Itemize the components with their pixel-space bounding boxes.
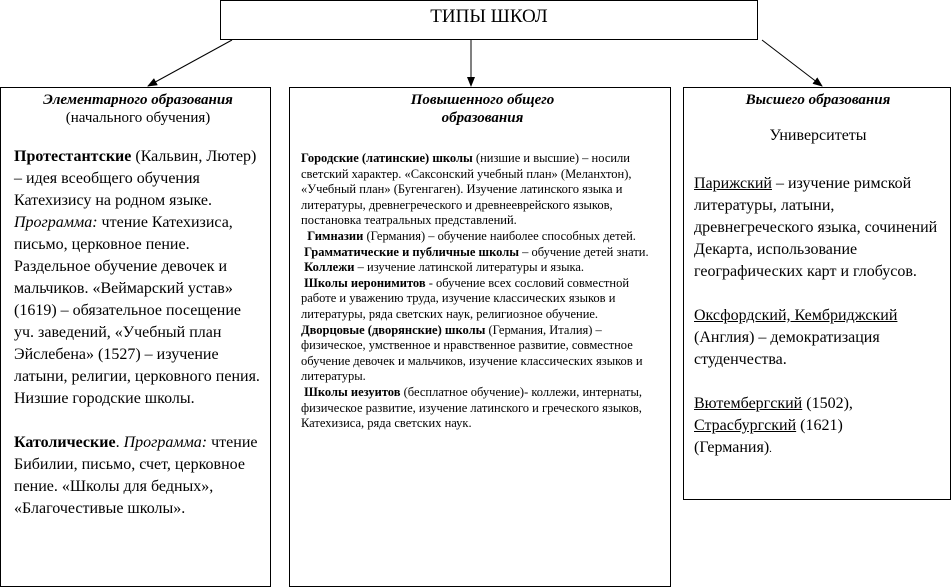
grammar-schools: Грамматические и публичные школы – обучение детей знати. [304,244,649,259]
arrow-to-right [762,40,822,86]
jesuit-schools: Школы иезуитов (бесплатное обучение)- коллежи, интернаты, физическое развитие, изучение латинского и греческого языков, Катехизиса, ряда светских наук. [301,384,643,431]
oxford-cambridge: Оксфордский, Кембриджский (Англия) – демократизация студенчества. [694,307,898,368]
higher-header: Высшего образования [745,92,891,108]
secondary-header: Повышенного общего образования [410,92,555,126]
paris-university: Парижский – изучение римской литературы, латыни, древнегреческого языка, сочинений Декарта, использование географических карт и глобусов. [694,175,938,280]
secondary-education-box [289,87,671,587]
universities-label: Университеты [769,127,867,144]
german-universities: Вютембергский (1502), Страсбургский (1621) (Германия). [694,395,853,456]
city-latin-schools: Городские (латинские) школы (низшие и высшие) – носили светский характер. «Саксонский учебный план» (Меланхтон), «Учебный план» (Бугенгаген). Изучение латинского языка и литературы, древнегреческого и древнееврейского языков, постановка театральных представлений. [301,151,632,228]
arrow-to-left [148,40,232,86]
page-title: ТИПЫ ШКОЛ [430,6,548,27]
elementary-header: Элементарного образования [43,92,233,108]
higher-education-box [683,87,951,500]
hieronymite-schools: Школы иеронимитов - обучение всех сословий совместной работе и уважению труда, изучение классических языков и литературы, ряда светских наук, религиозное обучение. Дворцовые (дворянские) школы (Германия, Италия) – физическое, умственное и нравственное развитие, совместное обучение девочек и мальчиков, изучение классических языков и литературы. [301,275,643,384]
elementary-education-box [0,87,271,587]
title-box [220,0,758,40]
catholic-schools-text: Католические. Программа: чтение Бибилии, письмо, счет, церковное пение. «Школы для бедных», «Благочестивые школы». [14,434,258,517]
protestant-schools-text: Протестантские (Кальвин, Лютер) – идея всеобщего обучения Катехизису на родном языке. Программа: чтение Катехизиса, письмо, церковное пение. Раздельное обучение девочек и мальчиков. «Веймарский устав» (1619) – обязательное посещение уч. заведений, «Учебный план Эйслебена» (1527) – изучение латыни, религии, церковного пения. Низшие городские школы. [14,148,260,407]
colleges: Коллежи – изучение латинской литературы и языка. [304,260,585,275]
secondary-body [301,151,664,432]
gymnasia: Гимназии (Германия) – обучение наиболее способных детей. [307,228,636,243]
elementary-subheader: (начального обучения) [65,110,211,126]
